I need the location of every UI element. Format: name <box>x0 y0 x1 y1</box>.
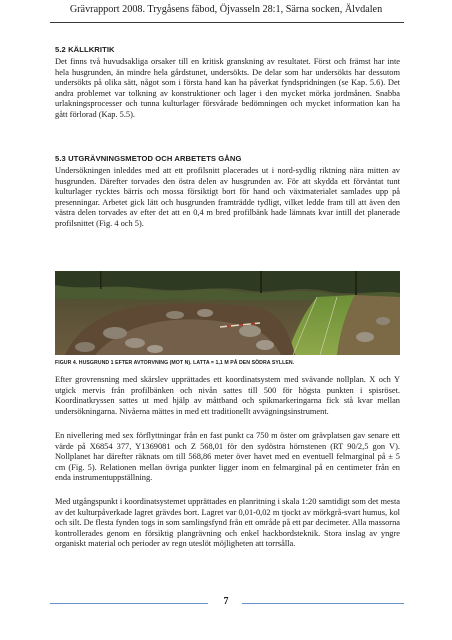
paragraph-utgravningsmetod: Undersökningen inleddes med att ett profilsnitt placerades ut i nord-sydlig riktning nära mitten av husgrunden. Därefter torvades den östra delen av husgrunden av. För att skydda ett förväntat tunt kulturlager rycktes bärris och mossa försiktigt bort för hand och växtmaterialet samlades upp på presenningar. Arbetet gick lätt och husgrunden framträdde tydligt, vilket ledde fram till att även den västra delen torvades av efter det att en 0,4 m bred profilbänk hade lämnats kvar intill det planerade profilsnittet (Fig. 4 och 5). <box>55 166 400 228</box>
running-header: Grävrapport 2008. Trygåsens fäbod, Öjvasseln 28:1, Särna socken, Älvdalen <box>69 4 383 15</box>
paragraph-kallkritik: Det finns två huvudsakliga orsaker till en kritisk granskning av resultatet. Först och främst har inte hela husgrunden, än mindre hela gårdstunet, undersökts. De delar som har undersökts har dessutom undersökts på olika sätt, något som i första hand kan ha påverkat fyndspridningen (se Kap. 5.6). Det andra problemet var tolkning av konstruktioner och lager i den mycket mörka jordmånen. Snabba urlakningsprocesser och tunna kulturlager försvårade bedömningen och mycket information kan ha gått förlorad (Kap. 5.5). <box>55 57 400 119</box>
paragraph-koordinatsystem: Efter grovrensning med skärslev upprättades ett koordinatsystem med svävande nollplan. X och Y utgick mervis från profilbänken och nivån sattes till 500 för högsta punkten i spisröset. Koordinatkryssen sattes ut med hjälp av måttband och spikmarkeringarna fick stå kvar mellan undersökningarna. Nivåerna mättes in med ett traditionellt avvägningsinstrument. <box>55 375 400 416</box>
footer-rule-right <box>242 603 404 604</box>
paragraph-planritning: Med utgångspunkt i koordinatsystemet upprättades en planritning i skala 1:20 samtidigt som det mesta av det kulturpåverkade lagret grävdes bort. Lagret var 0,01-0,02 m tjockt av mörkgrå-svart humus, kol och silt. De flesta fynden togs in som samlingsfynd från ett område på ett par decimeter. Alla massorna kontrollerades genom en försiktig plangrävning och enkel hackbordsteknik. Stora inslag av yngre organiskt material och perioder av regn uteslöt möjligheten att torrsålla. <box>55 497 400 549</box>
footer-rule-left <box>50 603 208 604</box>
header-rule <box>50 22 404 23</box>
section-heading-kallkritik: 5.2 KÄLLKRITIK <box>55 45 115 54</box>
page-number: 7 <box>223 596 229 607</box>
figure-caption: FIGUR 4. HUSGRUND 1 EFTER AVTORVNING (MOT N). LATTA = 1,1 M PÅ DEN SÖDRA SYLLEN. <box>55 360 295 366</box>
excavation-photo <box>55 271 400 355</box>
section-heading-utgravningsmetod: 5.3 UTGRÄVNINGSMETOD OCH ARBETETS GÅNG <box>55 154 242 163</box>
paragraph-nivellering: En nivellering med sex förflyttningar från en fast punkt ca 750 m öster om grävplatsen gav senare ett värde på X6854 377, Y1369081 och Z 568,01 för den sydöstra hörnstenen (RT 90/2,5 gon V). Nollplanet har därefter räknats om till 568,86 meter över havet med en eventuell felmarginal på ± 5 cm (Fig. 5). Relationen mellan övriga punkter ligger inom en felmarginal på en centimeter från en enda instrumentuppställning. <box>55 431 400 483</box>
